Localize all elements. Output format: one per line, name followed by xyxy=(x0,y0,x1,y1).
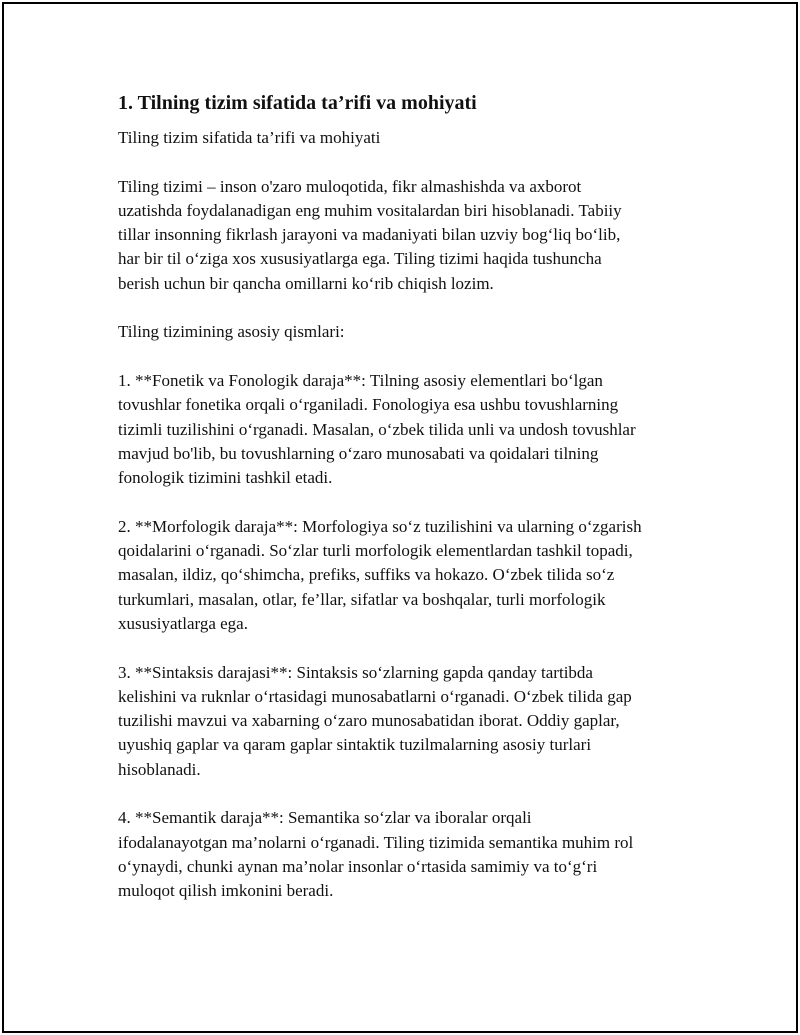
text-line: hisoblanadi. xyxy=(118,759,201,779)
text-line: tizimli tuzilishini o‘rganadi. Masalan, o‘zbek tilida unli va undosh tovushlar xyxy=(118,419,636,439)
text-line: kelishini va ruknlar o‘rtasidagi munosabatlarni o‘rganadi. O‘zbek tilida gap xyxy=(118,686,632,706)
text-line: berish uchun bir qancha omillarni ko‘rib chiqish lozim. xyxy=(118,273,494,293)
text-line: Tiling tizim sifatida ta’rifi va mohiyati xyxy=(118,128,381,147)
text-line: qoidalarini o‘rganadi. So‘zlar turli morfologik elementlardan tashkil topadi, xyxy=(118,541,633,561)
text-line: uyushiq gaplar va qaram gaplar sintaktik tuzilmalarning asosiy turlari xyxy=(118,735,592,755)
text-line: 4. **Semantik daraja**: Semantika so‘zlar va iboralar orqali xyxy=(118,808,532,828)
text-line: Tiling tizimining asosiy qismlari: xyxy=(118,322,345,342)
paragraph-syntax xyxy=(118,661,698,782)
text-line: uzatishda foydalanadigan eng muhim vositalardan biri hisoblanadi. Tabiiy xyxy=(118,200,622,220)
text-line: mavjud bo'lib, bu tovushlarning o‘zaro munosabati va qoidalari tilning xyxy=(118,443,599,463)
text-line: fonologik tizimini tashkil etadi. xyxy=(118,468,333,488)
text-line: tuzilishi mavzui va xabarning o‘zaro munosabatidan iborat. Oddiy gaplar, xyxy=(118,711,620,731)
text-line: tillar insonning fikrlash jarayoni va madaniyati bilan uzviy bog‘liq bo‘lib, xyxy=(118,225,621,245)
text-line: 1. **Fonetik va Fonologik daraja**: Tilning asosiy elementlari bo‘lgan xyxy=(118,370,603,390)
paragraph-parts-heading xyxy=(118,320,698,344)
text-line: turkumlari, masalan, otlar, fe’llar, sifatlar va boshqalar, turli morfologik xyxy=(118,589,606,609)
text-line: o‘ynaydi, chunki aynan ma’nolar insonlar o‘rtasida samimiy va to‘g‘ri xyxy=(118,856,598,876)
paragraph-semantics xyxy=(118,806,698,903)
section-heading: 1. Tilning tizim sifatida ta’rifi va mohiyati xyxy=(118,92,477,114)
text-line: ifodalanayotgan ma’nolarni o‘rganadi. Tiling tizimida semantika muhim rol xyxy=(118,832,634,852)
paragraph-subtitle xyxy=(118,126,698,150)
text-line: muloqot qilish imkonini beradi. xyxy=(118,881,334,901)
document-body xyxy=(118,90,698,928)
text-line: masalan, ildiz, qo‘shimcha, prefiks, suffiks va hokazo. O‘zbek tilida so‘z xyxy=(118,565,615,585)
paragraph-morphology xyxy=(118,515,698,636)
text-line: har bir til o‘ziga xos xususiyatlarga ega. Tiling tizimi haqida tushuncha xyxy=(118,249,602,269)
text-line: xususiyatlarga ega. xyxy=(118,613,248,633)
paragraph-phonetic xyxy=(118,369,698,490)
text-line: 2. **Morfologik daraja**: Morfologiya so‘z tuzilishini va ularning o‘zgarish xyxy=(118,516,642,536)
paragraph-intro xyxy=(118,175,698,296)
text-line: 3. **Sintaksis darajasi**: Sintaksis so‘zlarning gapda qanday tartibda xyxy=(118,662,593,682)
text-line: tovushlar fonetika orqali o‘rganiladi. Fonologiya esa ushbu tovushlarning xyxy=(118,395,619,415)
text-line: Tiling tizimi – inson o'zaro muloqotida, fikr almashishda va axborot xyxy=(118,176,582,196)
